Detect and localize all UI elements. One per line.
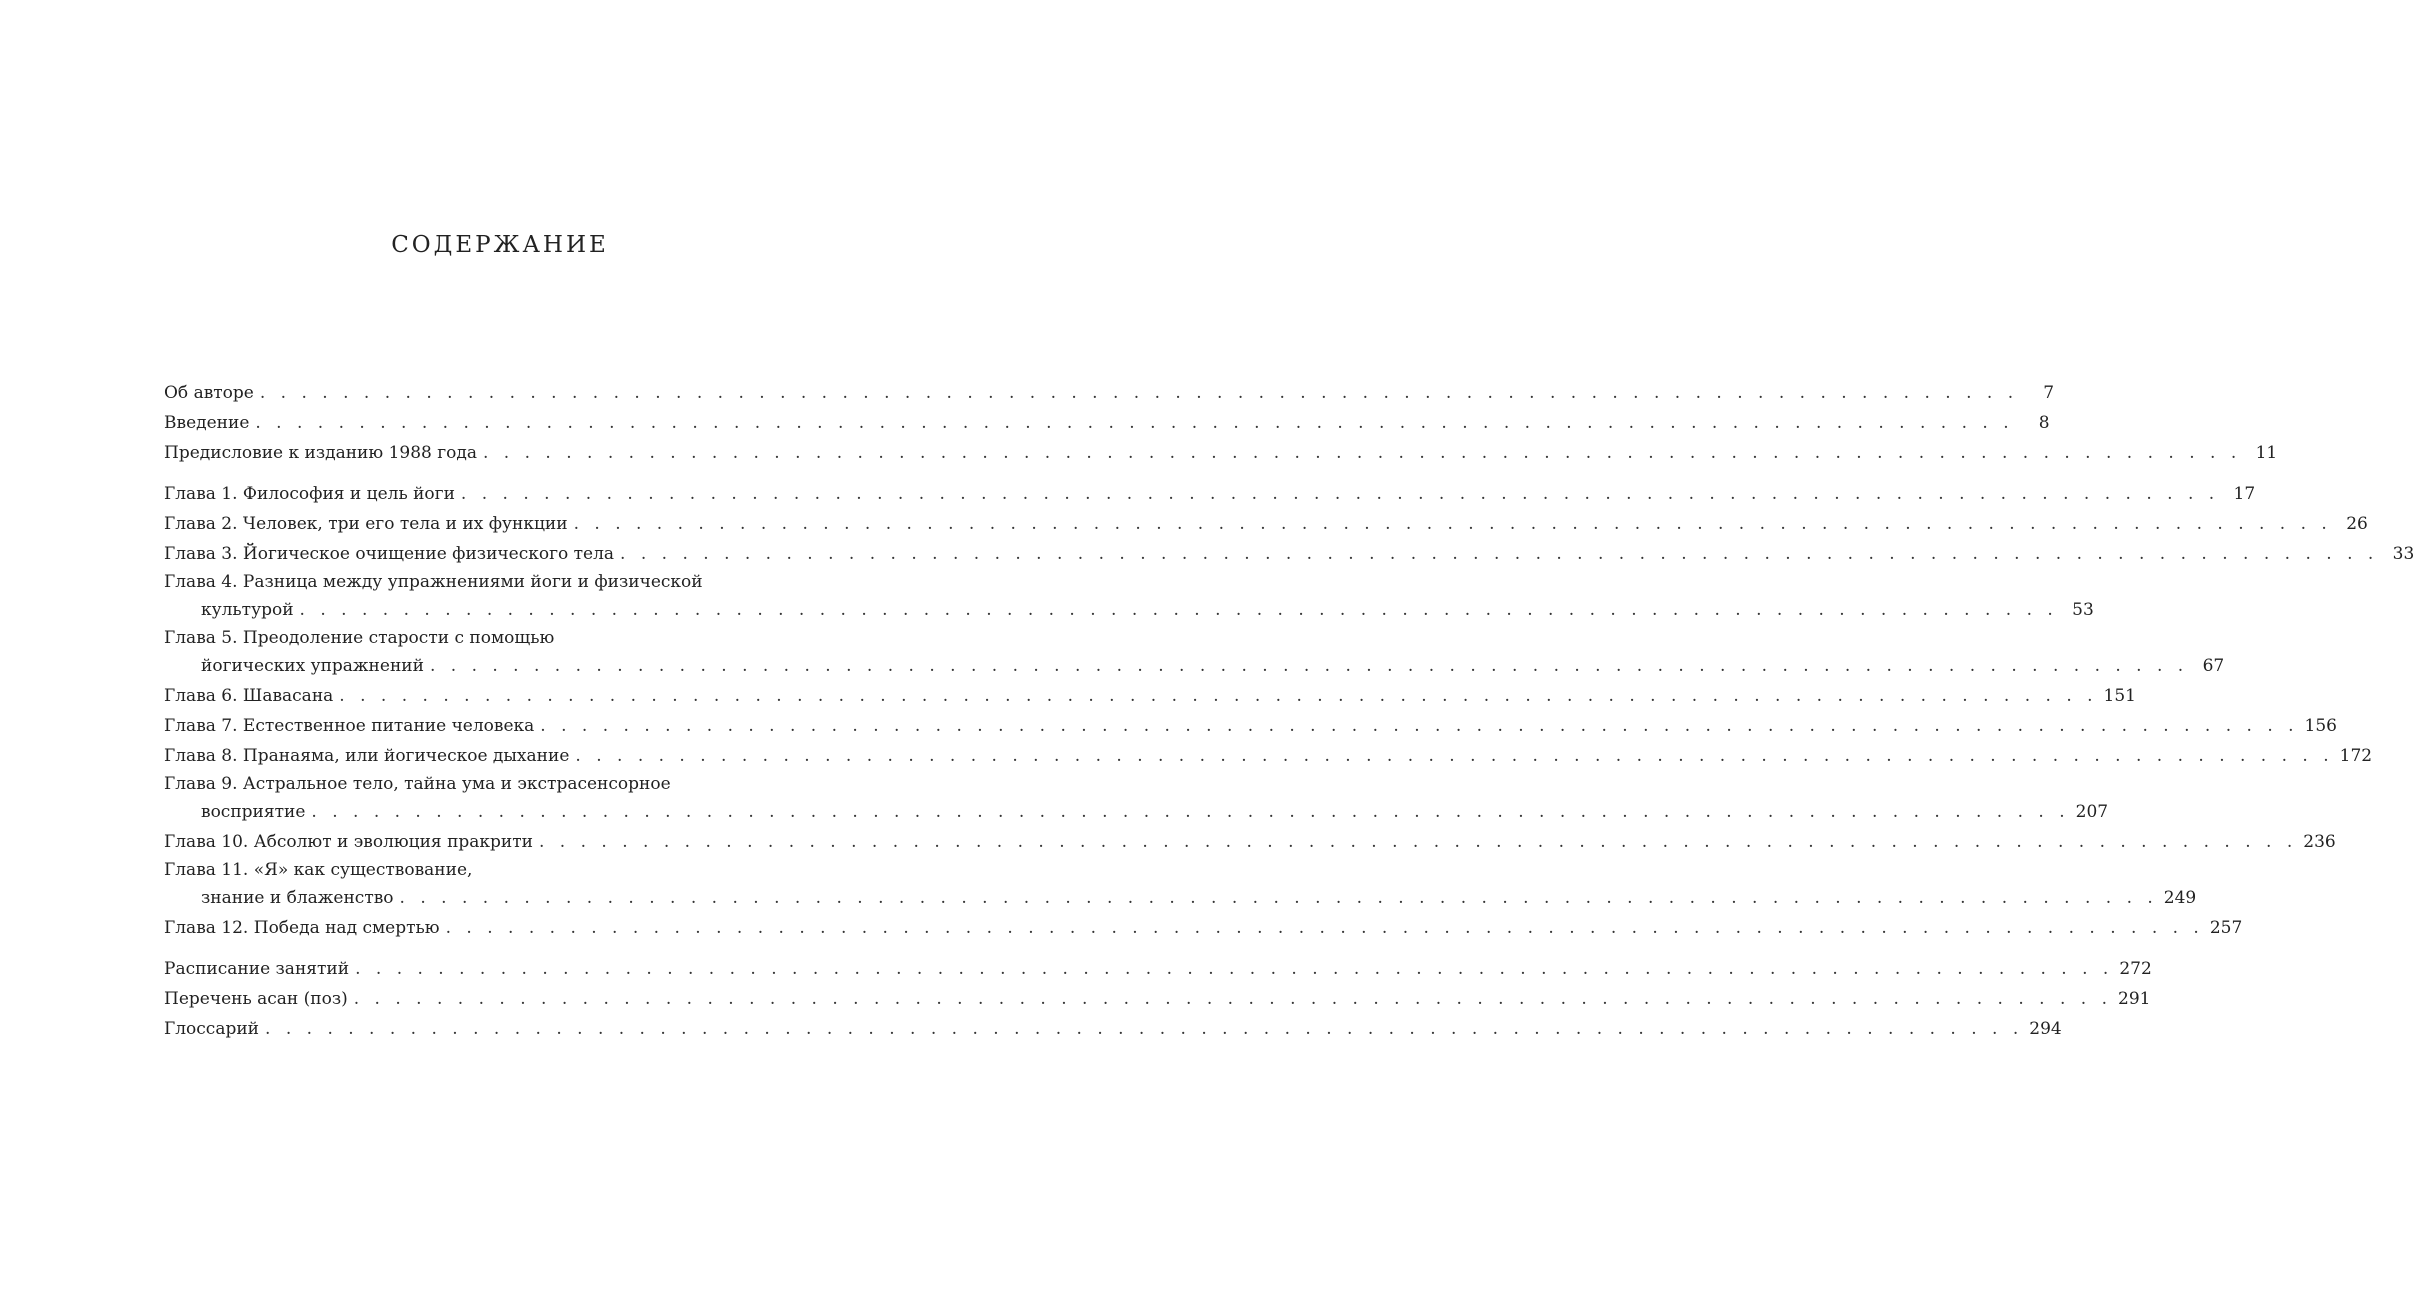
toc-entry	[164, 438, 2278, 468]
toc-entry	[164, 378, 2055, 408]
dot-leader: . . . . . . . . . . . . . . . . . . . . . . . . . . . . . . . . . . . . . . . . . . . . . . . . . . . . . . . . . . . . . . . . . . . . . . . . . . . . . . . . . . . . .	[620, 544, 2379, 564]
toc-entry-title: Введение	[164, 413, 250, 433]
toc-entry	[164, 681, 2136, 711]
toc-page-number: 207	[2075, 802, 2109, 822]
toc-entry	[164, 857, 2197, 913]
toc-entry	[164, 408, 2050, 438]
toc-entry	[164, 711, 2337, 741]
toc-entry-title: Глава 12. Победа над смертью	[164, 918, 440, 938]
dot-leader: . . . . . . . . . . . . . . . . . . . . . . . . . . . . . . . . . . . . . . . . . . . . . . . . . . . . . . . . . . . . . . . . . . . . . . . . . . . . . . . . . . . . .	[575, 746, 2334, 766]
toc-entry	[164, 984, 2151, 1014]
dot-leader: . . . . . . . . . . . . . . . . . . . . . . . . . . . . . . . . . . . . . . . . . . . . . . . . . . . . . . . . . . . . . . . . . . . . . . . . . . . . . . . . . . . . .	[539, 832, 2298, 852]
table-of-contents	[164, 378, 2414, 1044]
toc-entry-title: Глава 1. Философия и цель йоги	[164, 484, 455, 504]
dot-leader: . . . . . . . . . . . . . . . . . . . . . . . . . . . . . . . . . . . . . . . . . . . . . . . . . . . . . . . . . . . . . . . . . . . . . . . . . . . . . . . . . . . . .	[483, 443, 2242, 463]
toc-entry-title: Глава 2. Человек, три его тела и их функции	[164, 514, 568, 534]
dot-leader: . . . . . . . . . . . . . . . . . . . . . . . . . . . . . . . . . . . . . . . . . . . . . . . . . . . . . . . . . . . . . . . . . . . . . . . . . . . . . . . . . . . . .	[259, 383, 2019, 403]
toc-entry-title: Глава 5. Преодоление старости с помощью	[164, 628, 555, 648]
toc-entry-title: Глава 10. Абсолют и эволюция пракрити	[164, 832, 533, 852]
dot-leader: . . . . . . . . . . . . . . . . . . . . . . . . . . . . . . . . . . . . . . . . . . . . . . . . . . . . . . . . . . . . . . . . . . . . . . . . . . . . . . . . . . . . .	[540, 716, 2299, 736]
dot-leader: . . . . . . . . . . . . . . . . . . . . . . . . . . . . . . . . . . . . . . . . . . . . . . . . . . . . . . . . . . . . . . . . . . . . . . . . . . . . . . . . . . . . .	[299, 600, 2058, 620]
dot-leader: . . . . . . . . . . . . . . . . . . . . . . . . . . . . . . . . . . . . . . . . . . . . . . . . . . . . . . . . . . . . . . . . . . . . . . . . . . . . . . . . . . . . .	[399, 888, 2158, 908]
dot-leader: . . . . . . . . . . . . . . . . . . . . . . . . . . . . . . . . . . . . . . . . . . . . . . . . . . . . . . . . . . . . . . . . . . . . . . . . . . . . . . . . . . . . .	[445, 918, 2204, 938]
toc-entry-title: Глава 9. Астральное тело, тайна ума и экстрасенсорное	[164, 774, 671, 794]
toc-page-number: 172	[2339, 746, 2373, 766]
toc-page-number: 291	[2118, 989, 2151, 1009]
toc-entry-title-continuation: знание и блаженство	[201, 888, 394, 908]
dot-leader: . . . . . . . . . . . . . . . . . . . . . . . . . . . . . . . . . . . . . . . . . . . . . . . . . . . . . . . . . . . . . . . . . . . . . . . . . . . . . . . . . . . . .	[429, 656, 2189, 676]
toc-entry-title: Перечень асан (поз)	[164, 989, 348, 1009]
toc-entry	[164, 509, 2368, 539]
toc-entry-title: Глава 6. Шавасана	[164, 686, 334, 706]
toc-page-number: 294	[2029, 1019, 2062, 1039]
dot-leader: . . . . . . . . . . . . . . . . . . . . . . . . . . . . . . . . . . . . . . . . . . . . . . . . . . . . . . . . . . . . . . . . . . . . . . . . . . . . . . . . . . . . .	[353, 989, 2112, 1009]
toc-entry-title: Глава 8. Пранаяма, или йогическое дыхание	[164, 746, 570, 766]
toc-page-number: 33	[2392, 544, 2414, 564]
toc-page-number: 7	[2043, 383, 2055, 403]
toc-page-number: 26	[2346, 514, 2368, 534]
dot-leader: . . . . . . . . . . . . . . . . . . . . . . . . . . . . . . . . . . . . . . . . . . . . . . . . . . . . . . . . . . . . . . . . . . . . . . . . . . . . . . . . . . . . .	[255, 413, 2014, 433]
dot-leader: . . . . . . . . . . . . . . . . . . . . . . . . . . . . . . . . . . . . . . . . . . . . . . . . . . . . . . . . . . . . . . . . . . . . . . . . . . . . . . . . . . . . .	[311, 802, 2070, 822]
toc-page-number: 156	[2304, 716, 2337, 736]
toc-entry-title: Глава 11. «Я» как существование,	[164, 860, 473, 880]
toc-page-number: 8	[2038, 413, 2050, 433]
dot-leader: . . . . . . . . . . . . . . . . . . . . . . . . . . . . . . . . . . . . . . . . . . . . . . . . . . . . . . . . . . . . . . . . . . . . . . . . . . . . . . . . . . . . .	[355, 959, 2114, 979]
toc-entry-title: Расписание занятий	[164, 959, 350, 979]
toc-page-number: 17	[2233, 484, 2256, 504]
toc-page-number: 67	[2202, 656, 2225, 676]
toc-entry	[164, 827, 2336, 857]
toc-entry-title-continuation: восприятие	[201, 802, 306, 822]
toc-entry-title: Об авторе	[164, 383, 254, 403]
toc-entry	[164, 954, 2152, 984]
toc-entry	[164, 771, 2109, 827]
page-title: СОДЕРЖАНИЕ	[391, 232, 609, 258]
toc-page-number: 11	[2255, 443, 2278, 463]
toc-page-number: 257	[2209, 918, 2243, 938]
dot-leader: . . . . . . . . . . . . . . . . . . . . . . . . . . . . . . . . . . . . . . . . . . . . . . . . . . . . . . . . . . . . . . . . . . . . . . . . . . . . . . . . . . . . .	[339, 686, 2098, 706]
dot-leader: . . . . . . . . . . . . . . . . . . . . . . . . . . . . . . . . . . . . . . . . . . . . . . . . . . . . . . . . . . . . . . . . . . . . . . . . . . . . . . . . . . . . .	[265, 1019, 2024, 1039]
toc-entry	[164, 539, 2414, 569]
dot-leader: . . . . . . . . . . . . . . . . . . . . . . . . . . . . . . . . . . . . . . . . . . . . . . . . . . . . . . . . . . . . . . . . . . . . . . . . . . . . . . . . . . . . .	[460, 484, 2220, 504]
toc-entry-title: Глава 4. Разница между упражнениями йоги и физической	[164, 572, 703, 592]
toc-entry-title-continuation: йогических упражнений	[201, 656, 424, 676]
toc-entry-title: Глава 3. Йогическое очищение физического тела	[164, 544, 615, 564]
toc-entry	[164, 913, 2243, 943]
toc-entry	[164, 479, 2256, 509]
toc-entry	[164, 741, 2373, 771]
toc-page-number: 53	[2072, 600, 2094, 620]
toc-entry-title-continuation: культурой	[201, 600, 294, 620]
toc-page-number: 151	[2103, 686, 2136, 706]
toc-entry-title: Глоссарий	[164, 1019, 260, 1039]
toc-entry	[164, 625, 2225, 681]
toc-entry-title: Предисловие к изданию 1988 года	[164, 443, 477, 463]
toc-page-number: 272	[2119, 959, 2152, 979]
toc-page-number: 249	[2163, 888, 2197, 908]
toc-entry	[164, 569, 2094, 625]
toc-entry	[164, 1014, 2062, 1044]
toc-entry-title: Глава 7. Естественное питание человека	[164, 716, 535, 736]
toc-page-number: 236	[2303, 832, 2336, 852]
dot-leader: . . . . . . . . . . . . . . . . . . . . . . . . . . . . . . . . . . . . . . . . . . . . . . . . . . . . . . . . . . . . . . . . . . . . . . . . . . . . . . . . . . . . .	[573, 514, 2332, 534]
